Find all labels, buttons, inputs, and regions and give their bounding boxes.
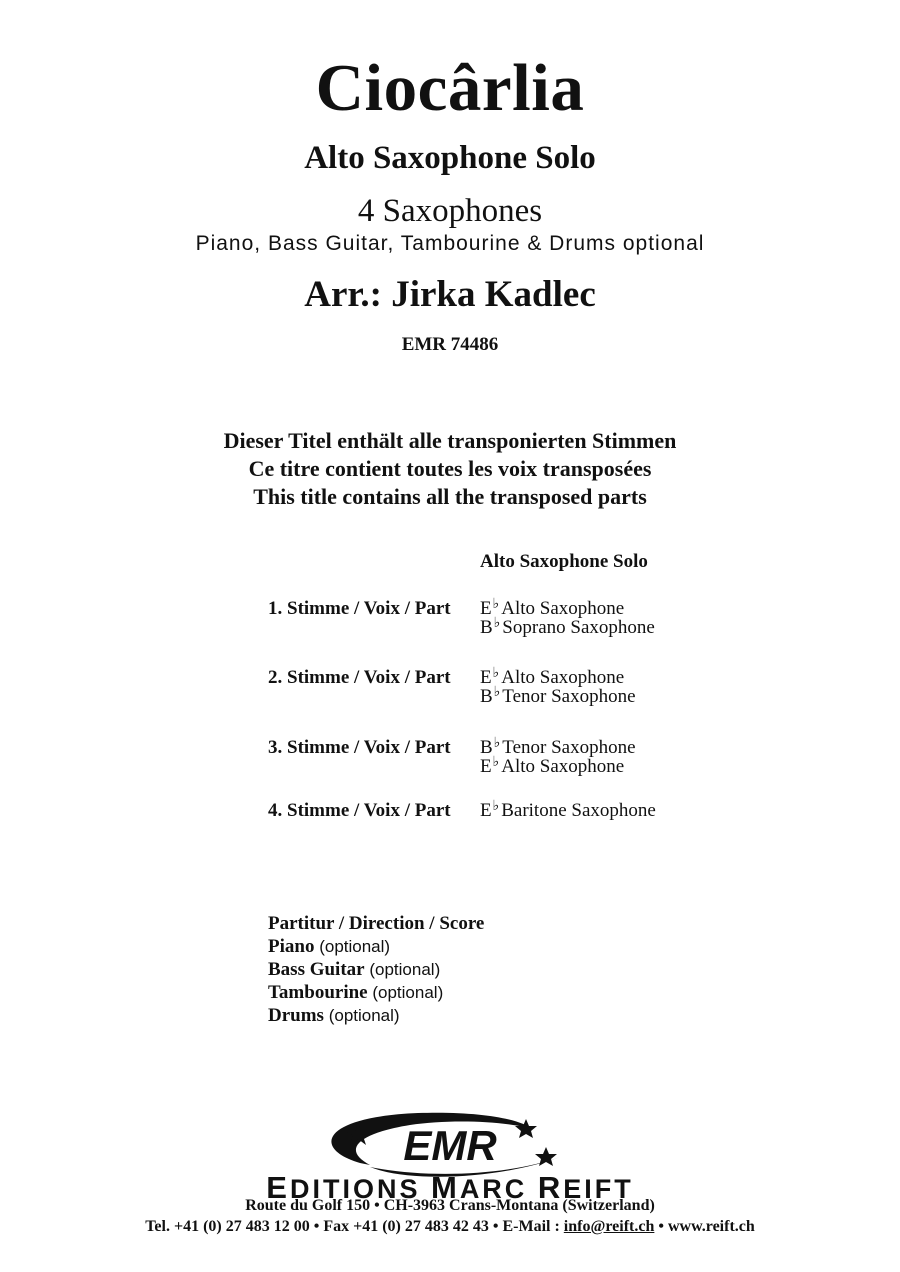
instrument-key: B bbox=[480, 617, 493, 638]
extra-item-name: Piano bbox=[268, 936, 315, 957]
part-instrument bbox=[480, 618, 655, 639]
publisher-name: EDITIONS MARC REIFT bbox=[266, 1170, 634, 1205]
score-label: Partitur / Direction / Score bbox=[268, 913, 485, 934]
website-text: • www.reift.ch bbox=[654, 1218, 755, 1235]
part-instrument bbox=[480, 801, 656, 822]
subtitle: Alto Saxophone Solo bbox=[304, 140, 596, 176]
instrument-key: B bbox=[480, 686, 493, 707]
part-label: 4. Stimme / Voix / Part bbox=[268, 800, 451, 821]
contact-phone-fax: Tel. +41 (0) 27 483 12 00 • Fax +41 (0) 27 483 42 43 • E-Mail : bbox=[145, 1218, 564, 1235]
instrument-name: Baritone Saxophone bbox=[501, 800, 656, 821]
instrument-key: B bbox=[480, 737, 493, 758]
notice-english: This title contains all the transposed parts bbox=[253, 484, 647, 509]
instrument-name: Alto Saxophone bbox=[501, 667, 625, 688]
extra-item bbox=[268, 935, 390, 958]
star-icon bbox=[535, 1147, 557, 1166]
extra-item bbox=[268, 981, 443, 1004]
part-instrument bbox=[480, 757, 624, 778]
part-label: 2. Stimme / Voix / Part bbox=[268, 667, 451, 688]
logo-text: EMR bbox=[403, 1122, 497, 1169]
flat-icon: ♭ bbox=[493, 616, 501, 631]
flat-icon: ♭ bbox=[492, 597, 500, 612]
flat-icon: ♭ bbox=[493, 736, 501, 751]
instrument-key: E bbox=[480, 800, 492, 821]
title: Ciocârlia bbox=[315, 51, 585, 125]
part-label: 3. Stimme / Voix / Part bbox=[268, 737, 451, 758]
extra-item bbox=[268, 1004, 400, 1027]
arranger: Arr.: Jirka Kadlec bbox=[304, 274, 596, 315]
extra-item bbox=[268, 958, 440, 981]
flat-icon: ♭ bbox=[492, 666, 500, 681]
notice-german: Dieser Titel enthält alle transponierten Stimmen bbox=[223, 428, 677, 453]
ensemble: 4 Saxophones bbox=[357, 193, 543, 229]
instrument-name: Soprano Saxophone bbox=[502, 617, 655, 638]
optional-label: (optional) bbox=[319, 937, 391, 956]
extra-item-name: Drums bbox=[268, 1005, 324, 1026]
optional-label: (optional) bbox=[369, 960, 441, 979]
extra-item-name: Tambourine bbox=[268, 982, 368, 1003]
extra-item-name: Bass Guitar bbox=[268, 959, 365, 980]
publisher-contact bbox=[0, 1218, 900, 1236]
instrument-name: Tenor Saxophone bbox=[502, 737, 636, 758]
flat-icon: ♭ bbox=[492, 755, 500, 770]
star-icon bbox=[515, 1119, 537, 1138]
email-link[interactable]: info@reift.ch bbox=[563, 1218, 655, 1235]
instrument-name: Alto Saxophone bbox=[501, 756, 625, 777]
optional-instruments: Piano, Bass Guitar, Tambourine & Drums optional bbox=[195, 232, 705, 255]
instrument-key: E bbox=[480, 756, 492, 777]
instrument-name: Alto Saxophone bbox=[501, 598, 625, 619]
instrument-key: E bbox=[480, 667, 492, 688]
catalog-number: EMR 74486 bbox=[401, 334, 499, 355]
optional-label: (optional) bbox=[372, 983, 444, 1002]
part-instrument bbox=[480, 687, 636, 708]
optional-label: (optional) bbox=[328, 1006, 400, 1025]
instrument-name: Tenor Saxophone bbox=[502, 686, 636, 707]
parts-heading: Alto Saxophone Solo bbox=[480, 551, 648, 572]
instrument-key: E bbox=[480, 598, 492, 619]
part-label: 1. Stimme / Voix / Part bbox=[268, 598, 451, 619]
publisher-address: Route du Golf 150 • CH-3963 Crans-Montana (Switzerland) bbox=[245, 1197, 655, 1214]
flat-icon: ♭ bbox=[492, 799, 500, 814]
flat-icon: ♭ bbox=[493, 685, 501, 700]
notice-french: Ce titre contient toutes les voix transposées bbox=[248, 456, 652, 481]
